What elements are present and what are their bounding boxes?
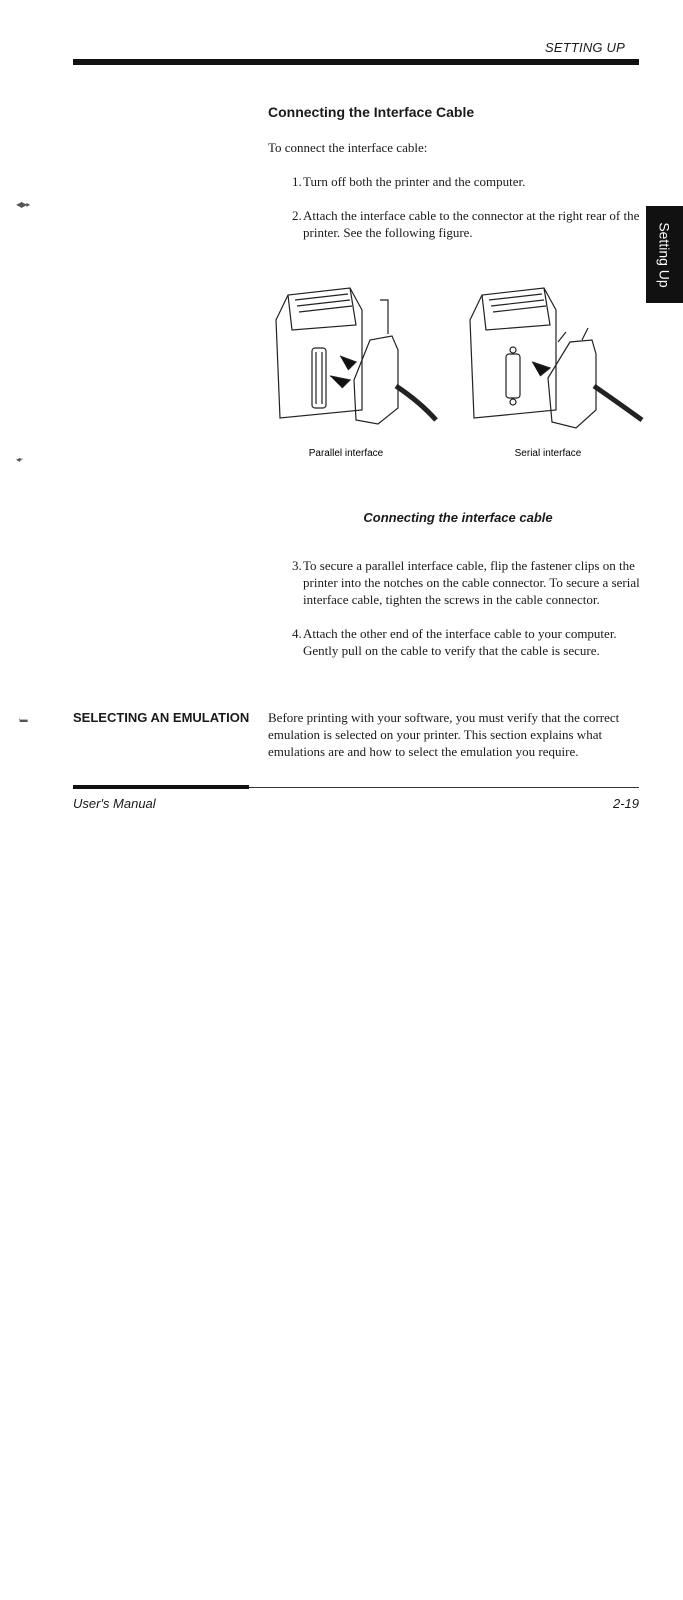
step-text: Attach the other end of the interface cable to your computer. Gently pull on the cable to verify that the cable is secure.	[303, 626, 617, 658]
figure-label-parallel: Parallel interface	[308, 448, 384, 459]
step-text: To secure a parallel interface cable, flip the fastener clips on the printer into the notches on the cable connector. To secure a serial interface cable, tighten the screws in the cable connector.	[303, 558, 640, 607]
footer-rule-thin	[249, 787, 639, 788]
interface-cable-figure	[270, 270, 660, 459]
step-text: Attach the interface cable to the connector at the right rear of the printer. See the following figure.	[303, 208, 640, 240]
step-number: 1.	[292, 174, 302, 189]
margin-mark: ·▬	[18, 715, 27, 724]
step-item	[292, 173, 647, 190]
step-text: Turn off both the printer and the computer.	[303, 174, 526, 189]
step-number: 4.	[292, 626, 302, 641]
running-header: SETTING UP	[544, 40, 625, 55]
margin-mark: ◂▪·	[16, 455, 23, 464]
footer-rule-thick	[73, 785, 249, 789]
header-rule	[73, 59, 639, 65]
footer-manual-title: User's Manual	[73, 796, 156, 811]
figure-caption: Connecting the interface cable	[363, 510, 553, 525]
intro-text: To connect the interface cable:	[268, 140, 428, 155]
emulation-section-heading: SELECTING AN EMULATION	[73, 710, 250, 725]
margin-mark: ◀▶▸	[16, 200, 30, 209]
emulation-section-body: Before printing with your software, you must verify that the correct emulation is selected on your printer. This section explains what emulations are and how to select the emulation you require.	[268, 710, 620, 759]
step-number: 2.	[292, 208, 302, 223]
section-heading: Connecting the Interface Cable	[268, 104, 475, 120]
page-number: 2-19	[612, 796, 639, 811]
step-item	[292, 557, 647, 608]
step-item	[292, 207, 647, 241]
step-number: 3.	[292, 558, 302, 573]
figure-label-serial: Serial interface	[514, 448, 582, 459]
serial-printer-illustration	[470, 288, 642, 428]
parallel-printer-illustration	[276, 288, 436, 424]
step-item	[292, 625, 647, 659]
chapter-side-tab-label: Setting Up	[656, 221, 673, 288]
